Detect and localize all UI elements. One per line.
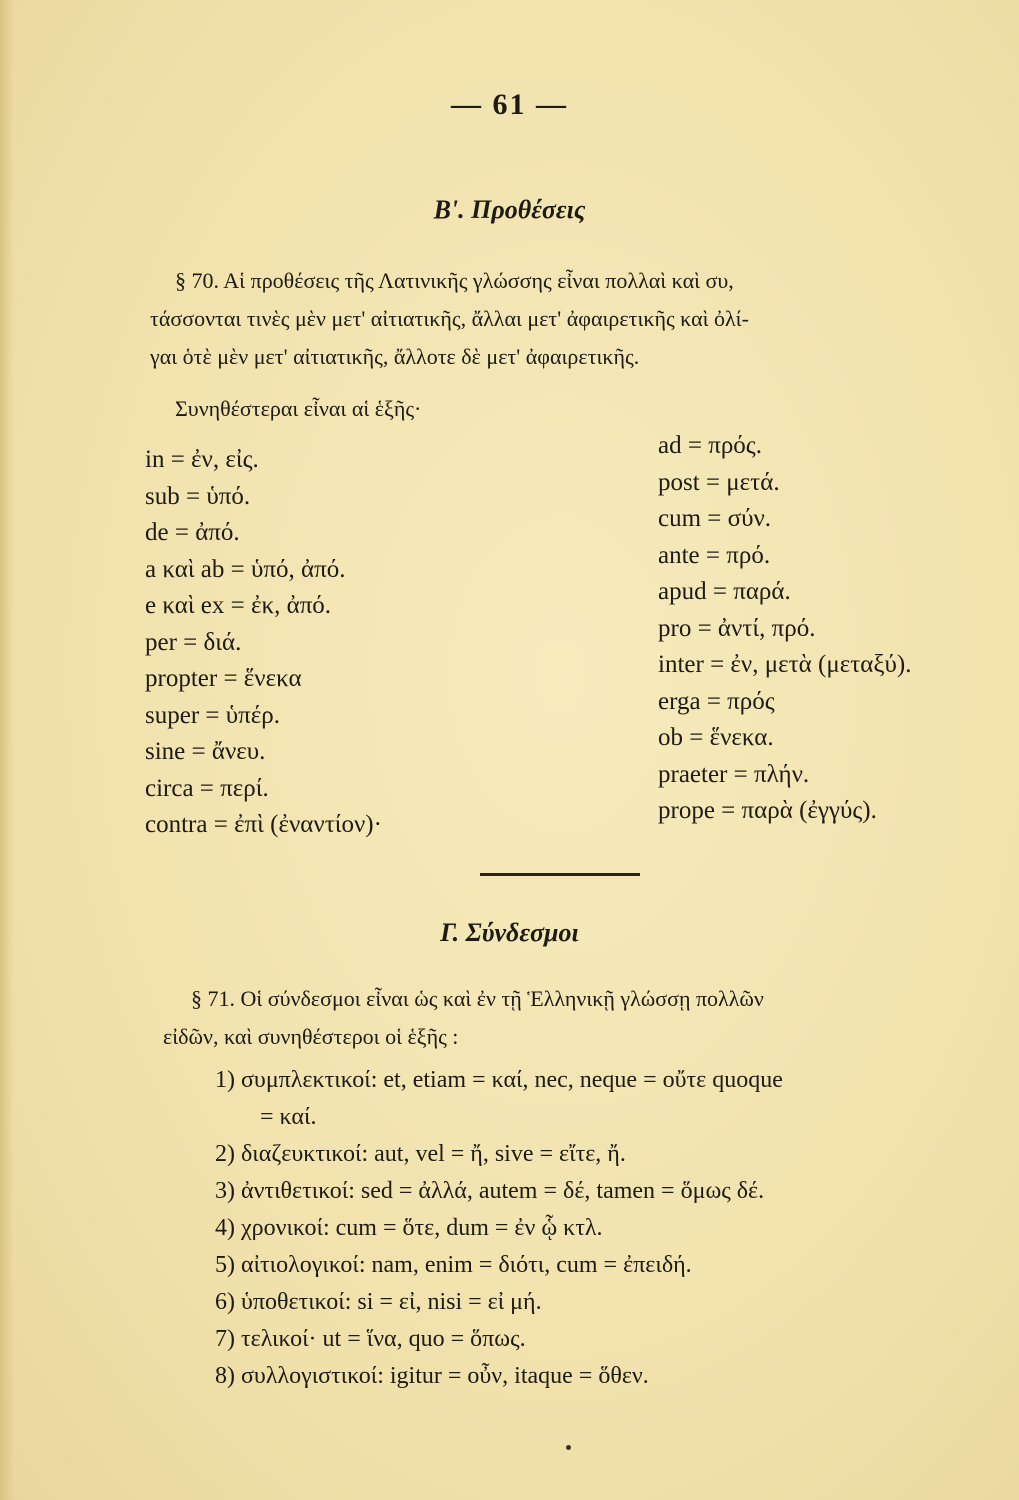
list-item: 1) συμπλεκτικοί: et, etiam = καί, nec, neque = οὔτε quoque — [215, 1067, 783, 1093]
list-item: prope = παρὰ (ἐγγύς). — [658, 797, 877, 824]
page-number: — 61 — — [451, 88, 568, 121]
list-item: contra = ἐπὶ (ἐναντίον)· — [145, 811, 382, 838]
list-item: ante = πρό. — [658, 541, 771, 569]
list-item: propter = ἕνεκα — [145, 665, 302, 692]
list-item: apud = παρά. — [658, 578, 791, 605]
list-item: ad = πρός. — [658, 432, 762, 459]
prepositions-right-column — [658, 428, 911, 830]
list-item: inter = ἐν, μετὰ (μεταξύ). — [658, 651, 912, 678]
list-item: 8) συλλογιστικοί: igitur = οὖν, itaque = ὅθεν. — [215, 1363, 649, 1389]
paragraph-line: τάσσονται τινὲς μὲν μετ' αἰτιατικῆς, ἄλλαι μετ' ἀφαιρετικῆς καὶ ὀλί- — [150, 306, 749, 331]
list-item: de = ἀπό. — [145, 519, 240, 546]
list-item: circa = περί. — [145, 774, 269, 802]
conjunctions-list — [215, 1062, 783, 1395]
list-item: in = ἐν, εἰς. — [145, 446, 259, 473]
paragraph-line: § 71. Οἱ σύνδεσμοι εἶναι ὡς καὶ ἐν τῇ Ἑλληνικῇ γλώσσῃ πολλῶν — [191, 986, 764, 1011]
section-divider — [480, 873, 640, 876]
paragraph-71 — [163, 980, 764, 1056]
list-item: pro = ἀντί, πρό. — [658, 614, 816, 642]
list-item: super = ὑπέρ. — [145, 701, 280, 729]
list-item: sine = ἄνευ. — [145, 738, 266, 765]
list-item: 3) ἀντιθετικοί: sed = ἀλλά, autem = δέ, tamen = ὅμως δέ. — [215, 1178, 765, 1204]
list-item: erga = πρός — [658, 687, 775, 715]
list-item: cum = σύν. — [658, 505, 772, 532]
ink-dot — [566, 1445, 571, 1450]
list-item: 6) ὑποθετικοί: si = εἰ, nisi = εἰ μή. — [215, 1289, 542, 1315]
list-item: 5) αἰτιολογικοί: nam, enim = διότι, cum = ἐπειδή. — [215, 1252, 692, 1278]
list-item: post = μετά. — [658, 468, 780, 496]
page-edge-shadow — [0, 0, 14, 1500]
section-heading-conjunctions: Γ. Σύνδεσμοι — [440, 918, 579, 947]
section-heading-prepositions: Β'. Προθέσεις — [433, 195, 586, 224]
list-item: 7) τελικοί· ut = ἵνα, quo = ὅπως. — [215, 1326, 526, 1352]
prepositions-left-column — [145, 442, 382, 844]
list-item: 4) χρονικοί: cum = ὅτε, dum = ἐν ᾧ κτλ. — [215, 1215, 603, 1241]
list-item: 2) διαζευκτικοί: aut, vel = ἤ, sive = εἴτε, ἤ. — [215, 1141, 626, 1167]
list-item: a καὶ ab = ὑπό, ἀπό. — [145, 555, 346, 583]
list-item: ob = ἕνεκα. — [658, 724, 774, 751]
prepositions-intro: Συνηθέστεραι εἶναι αἱ ἑξῆς· — [175, 396, 422, 421]
paragraph-line: εἰδῶν, καὶ συνηθέστεροι οἱ ἑξῆς : — [163, 1024, 459, 1049]
list-item: e καὶ ex = ἐκ, ἀπό. — [145, 592, 332, 619]
list-item-continuation: = καί. — [260, 1104, 317, 1130]
list-item: praeter = πλήν. — [658, 760, 810, 788]
paragraph-line: § 70. Αἱ προθέσεις τῆς Λατινικῆς γλώσσης εἶναι πολλαὶ καὶ συ, — [175, 268, 734, 293]
list-item: sub = ὑπό. — [145, 482, 251, 510]
paragraph-70 — [150, 262, 749, 376]
paragraph-line: γαι ὁτὲ μὲν μετ' αἰτιατικῆς, ἄλλοτε δὲ μετ' ἀφαιρετικῆς. — [150, 344, 640, 369]
list-item: per = διά. — [145, 628, 242, 656]
